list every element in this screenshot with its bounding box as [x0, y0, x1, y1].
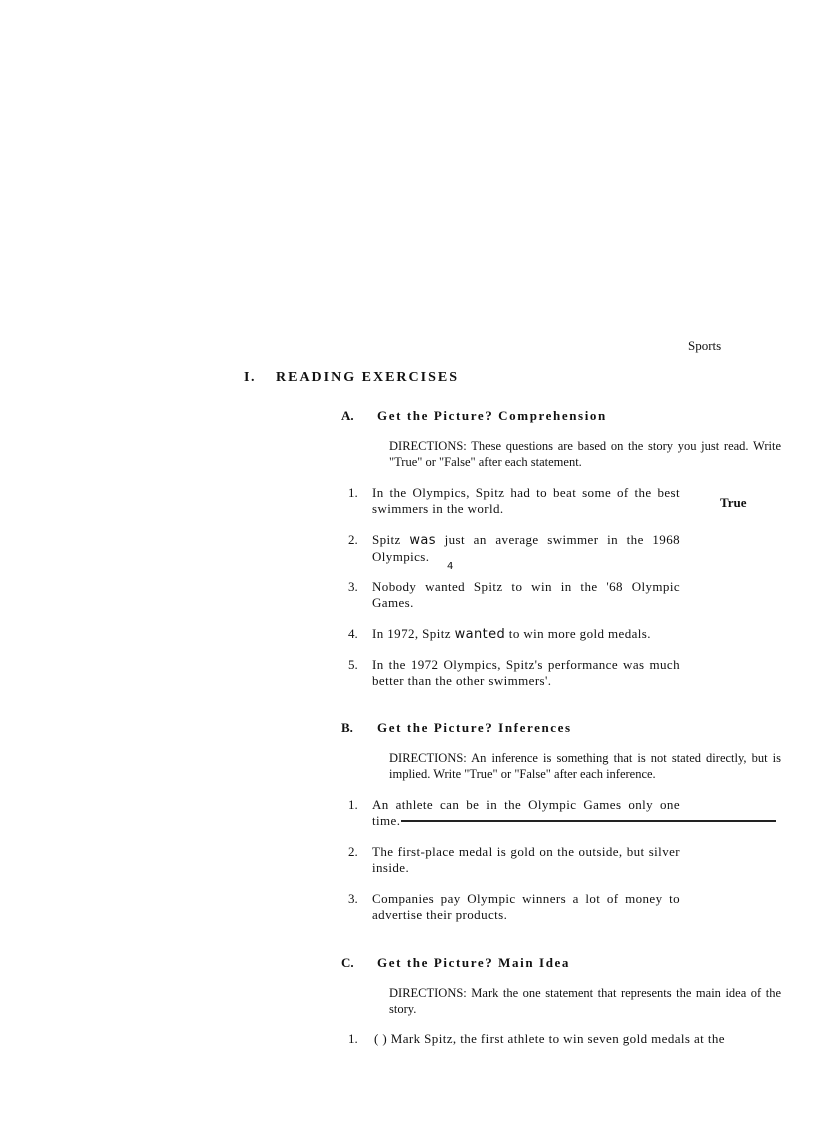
- main-idea-checkbox[interactable]: ( ): [374, 1031, 388, 1046]
- part-b-q3-text: Companies pay Olympic winners a lot of money to advertise their products.: [372, 891, 680, 922]
- part-b-title: Get the Picture? Inferences: [377, 720, 572, 735]
- part-b-q2-number: 2.: [348, 844, 358, 859]
- part-a-q4-text-after: to win more gold medals.: [505, 626, 651, 641]
- part-b-directions: DIRECTIONS: An inference is something that is not stated directly, but is implied. Write "True" or "False" after each inference.: [389, 751, 781, 781]
- part-a-q2-text-after: just an average swimmer in the 1968 Olympics.: [372, 532, 680, 564]
- part-c-q1-line: [374, 1031, 725, 1047]
- part-a-q1-text: In the Olympics, Spitz had to beat some of the best swimmers in the world.: [372, 485, 680, 516]
- part-a-q2-text-before: Spitz: [372, 532, 410, 547]
- part-a-q1-number: 1.: [348, 485, 358, 500]
- part-b-q2-text: The first-place medal is gold on the outside, but silver inside.: [372, 844, 680, 875]
- page-header: Sports: [688, 338, 722, 353]
- part-c-q1-text: Mark Spitz, the first athlete to win seven gold medals at the: [390, 1031, 725, 1046]
- part-a-q5-number: 5.: [348, 657, 358, 672]
- part-a-letter: A.: [341, 408, 354, 423]
- part-a-q4-text: [372, 626, 680, 643]
- part-a-title: Get the Picture? Comprehension: [377, 408, 607, 423]
- part-b-q1-number: 1.: [348, 797, 358, 812]
- part-a-q3-number: 3.: [348, 579, 358, 594]
- section-title: READING EXERCISES: [276, 370, 459, 385]
- part-c-q1-number: 1.: [348, 1031, 358, 1046]
- part-b-q1-text: An athlete can be in the Olympic Games only one time.: [372, 797, 680, 828]
- part-a-q4-number: 4.: [348, 626, 358, 641]
- section-number: I.: [244, 370, 256, 385]
- part-b-q3-number: 3.: [348, 891, 358, 906]
- part-a-q3-text: Nobody wanted Spitz to win in the '68 Olympic Games.: [372, 579, 680, 610]
- part-a-directions: DIRECTIONS: These questions are based on the story you just read. Write "True" or "False" after each statement.: [389, 439, 781, 469]
- handwritten-wanted: wanted: [454, 627, 506, 642]
- part-b-letter: B.: [341, 720, 353, 735]
- part-c-letter: C.: [341, 955, 354, 970]
- part-a-q5-text: In the 1972 Olympics, Spitz's performance was much better than the other swimmers'.: [372, 657, 680, 688]
- part-a-q4-text-before: In 1972, Spitz: [372, 626, 455, 641]
- part-a-q2-number: 2.: [348, 532, 358, 547]
- part-a-q2-text: [372, 532, 680, 565]
- answer-blank-line[interactable]: [401, 820, 776, 822]
- part-c-directions: DIRECTIONS: Mark the one statement that represents the main idea of the story.: [389, 986, 781, 1016]
- stray-mark: 4: [447, 561, 454, 572]
- part-a-q1-answer: True: [720, 495, 747, 510]
- handwritten-was: was: [409, 533, 436, 548]
- part-c-title: Get the Picture? Main Idea: [377, 955, 570, 970]
